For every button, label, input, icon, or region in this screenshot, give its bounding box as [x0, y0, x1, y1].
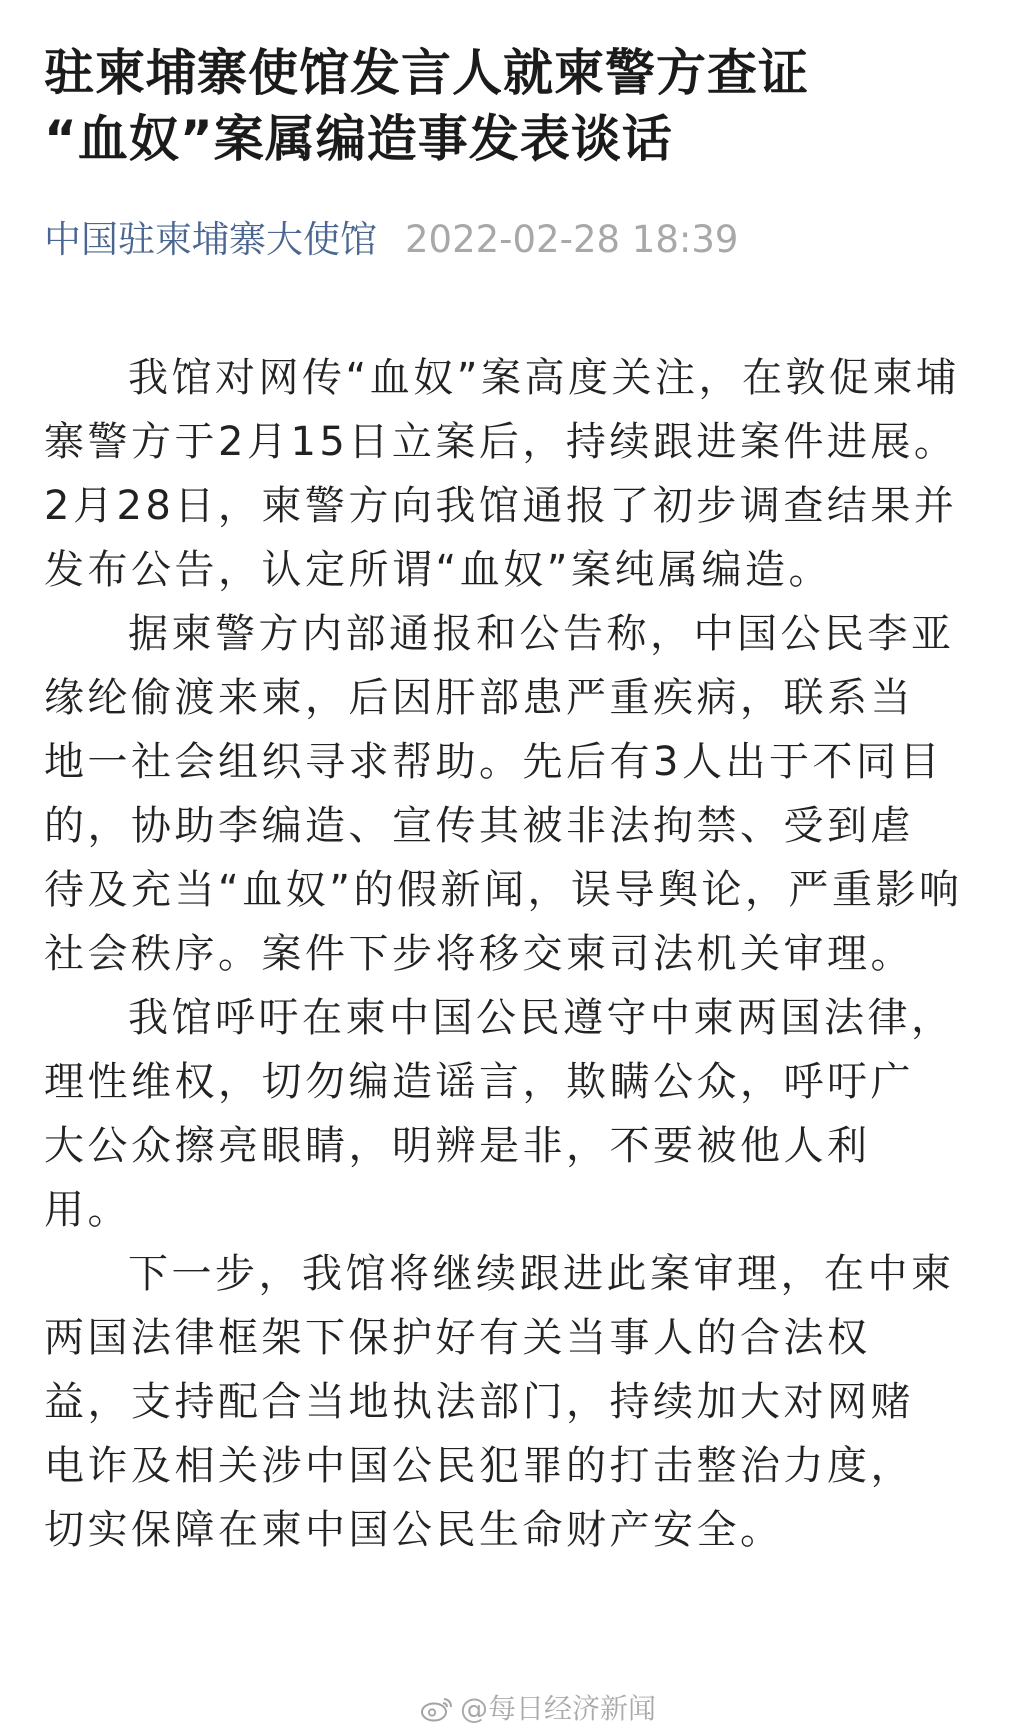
paragraph-line: 理性维权，切勿编造谣言，欺瞒公众，呼吁广 [44, 1059, 914, 1105]
paragraph-line: 2月28日，柬警方向我馆通报了初步调查结果并 [44, 483, 958, 529]
paragraph-line: 地一社会组织寻求帮助。先后有3人出于不同目 [44, 739, 943, 785]
weibo-icon [420, 1696, 454, 1722]
paragraph-line: 待及充当“血奴”的假新闻，误导舆论，严重影响 [44, 867, 963, 913]
paragraph-line: 用。 [44, 1187, 131, 1233]
article-meta [44, 218, 984, 262]
paragraph-line: 寨警方于2月15日立案后，持续跟进案件进展。 [44, 419, 958, 465]
article [44, 40, 984, 1562]
paragraph-line: 切实保障在柬中国公民生命财产安全。 [44, 1507, 784, 1553]
article-title [44, 40, 984, 172]
paragraph-line: 益，支持配合当地执法部门，持续加大对网赌 [44, 1379, 914, 1425]
paragraph-line: 社会秩序。案件下步将移交柬司法机关审理。 [44, 931, 914, 977]
weibo-watermark [420, 1694, 656, 1724]
paragraph-line: 两国法律框架下保护好有关当事人的合法权 [44, 1315, 871, 1361]
paragraph-line: 的，协助李编造、宣传其被非法拘禁、受到虐 [44, 803, 914, 849]
article-title-line: “血奴”案属编造事发表谈话 [44, 110, 673, 168]
publish-time: 2022-02-28 18:39 [405, 218, 739, 261]
paragraph-line: 我馆对网传“血奴”案高度关注，在敦促柬埔 [128, 355, 960, 401]
watermark-text: @每日经济新闻 [460, 1692, 657, 1725]
source-account-link[interactable]: 中国驻柬埔寨大使馆 [44, 218, 377, 261]
paragraph-line: 下一步，我馆将继续跟进此案审理，在中柬 [128, 1251, 955, 1297]
paragraph-4 [44, 1242, 984, 1562]
paragraph-line: 缘纶偷渡来柬，后因肝部患严重疾病，联系当 [44, 675, 914, 721]
paragraph-line: 我馆呼吁在柬中国公民遵守中柬两国法律， [128, 995, 955, 1041]
paragraph-line: 据柬警方内部通报和公告称，中国公民李亚 [128, 611, 955, 657]
paragraph-2 [44, 602, 984, 986]
article-title-line: 驻柬埔寨使馆发言人就柬警方查证 [44, 44, 809, 102]
article-body [44, 346, 984, 1562]
paragraph-line: 大公众擦亮眼睛，明辨是非，不要被他人利 [44, 1123, 871, 1169]
paragraph-line: 发布公告，认定所谓“血奴”案纯属编造。 [44, 547, 832, 593]
paragraph-1 [44, 346, 984, 602]
paragraph-3 [44, 986, 984, 1242]
paragraph-line: 电诈及相关涉中国公民犯罪的打击整治力度， [44, 1443, 914, 1489]
